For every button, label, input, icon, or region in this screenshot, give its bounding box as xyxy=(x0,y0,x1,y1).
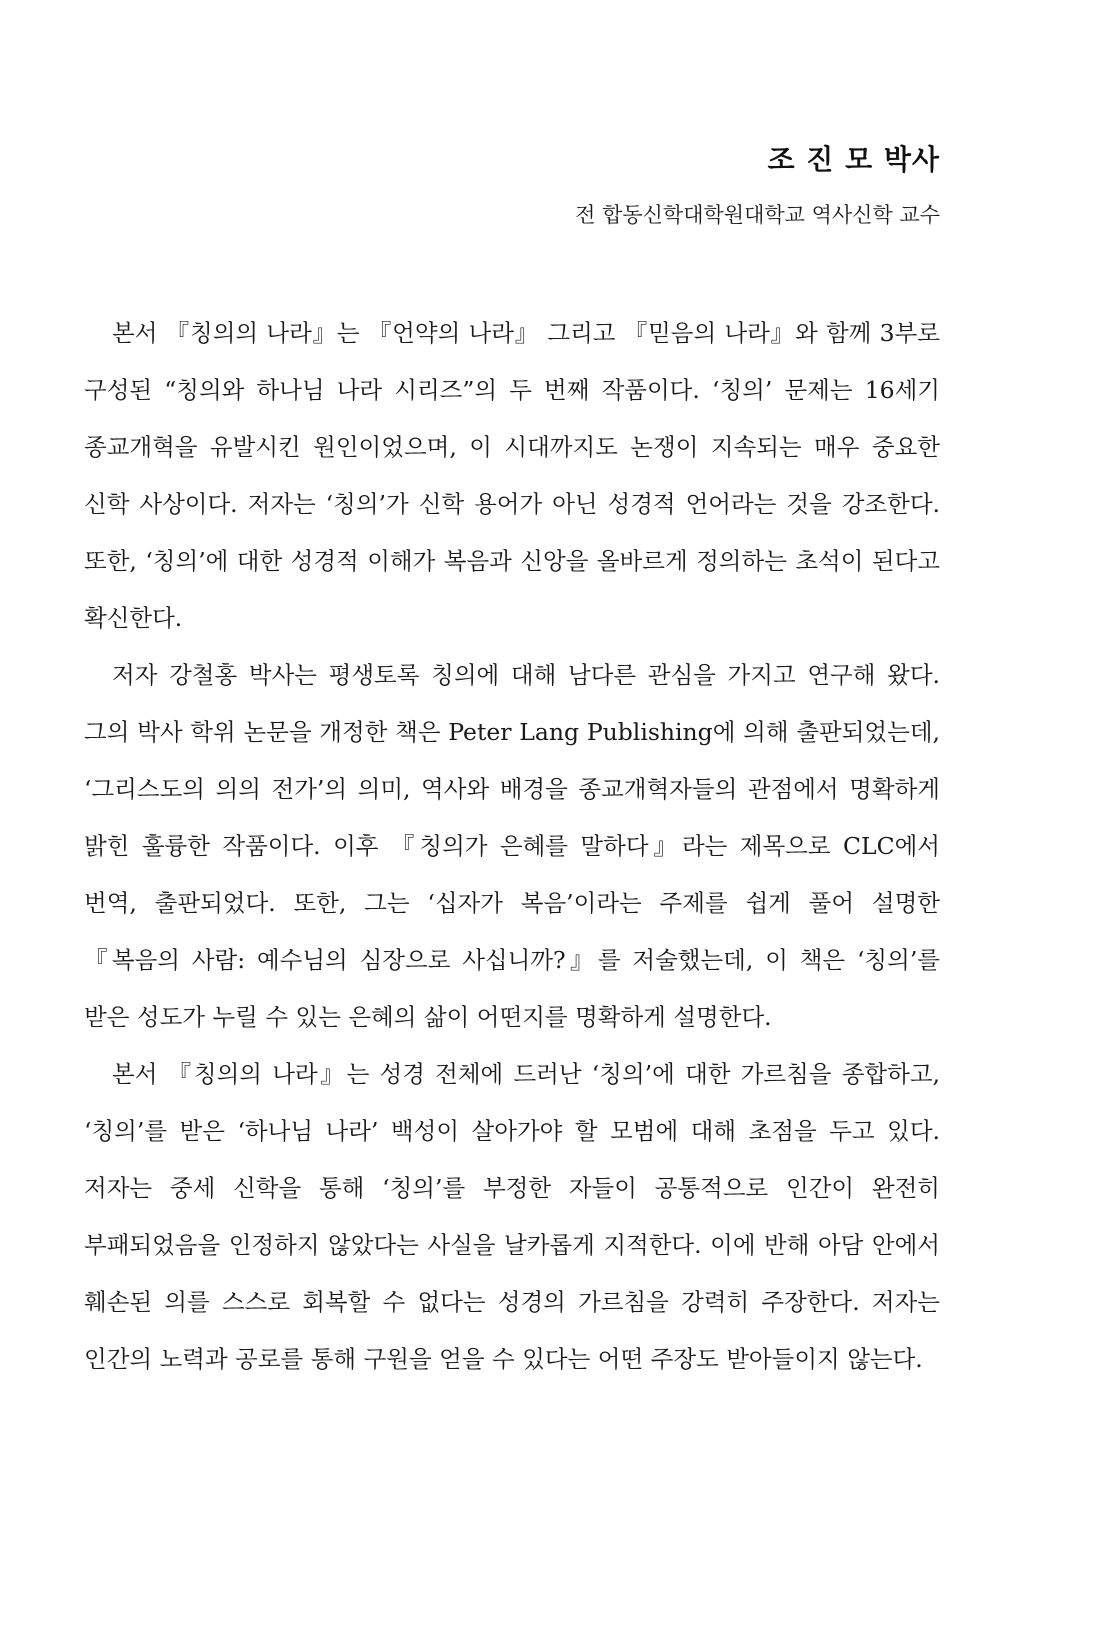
paragraph-2: 저자 강철홍 박사는 평생토록 칭의에 대해 남다른 관심을 가지고 연구해 왔다. 그의 박사 학위 논문을 개정한 책은 Peter Lang Publishing에 의해 출판되었는데, ‘그리스도의 의의 전가’의 의미, 역사와 배경을 종교개혁자들의 관점에서 명확하게 밝힌 훌륭한 작품이다. 이후 『칭의가 은혜를 말하다』라는 제목으로 CLC에서 번역, 출판되었다. 또한, 그는 ‘십자가 복음’이라는 주제를 쉽게 풀어 설명한 『복음의 사람: 예수님의 심장으로 사십니까?』를 저술했는데, 이 책은 ‘칭의’를 받은 성도가 누릴 수 있는 은혜의 삶이 어떤지를 명확하게 설명한다. xyxy=(84,661,940,1031)
author-title: 전 합동신학대학원대학교 역사신학 교수 xyxy=(575,203,940,227)
body-text xyxy=(84,305,940,1388)
paragraph-3: 본서 『칭의의 나라』는 성경 전체에 드러난 ‘칭의’에 대한 가르침을 종합하고, ‘칭의’를 받은 ‘하나님 나라’ 백성이 살아가야 할 모범에 대해 초점을 두고 있다. 저자는 중세 신학을 통해 ‘칭의’를 부정한 자들이 공통적으로 인간이 완전히 부패되었음을 인정하지 않았다는 사실을 날카롭게 지적한다. 이에 반해 아담 안에서 훼손된 의를 스스로 회복할 수 없다는 성경의 가르침을 강력히 주장한다. 저자는 인간의 노력과 공로를 통해 구원을 얻을 수 있다는 어떤 주장도 받아들이지 않는다. xyxy=(84,1060,940,1373)
author-block xyxy=(575,140,940,232)
author-name: 조 진 모 박사 xyxy=(767,143,940,176)
document-page xyxy=(84,0,940,1647)
paragraph-1: 본서 『칭의의 나라』는 『언약의 나라』 그리고 『믿음의 나라』와 함께 3부로 구성된 “칭의와 하나님 나라 시리즈”의 두 번째 작품이다. ‘칭의’ 문제는 16세기 종교개혁을 유발시킨 원인이었으며, 이 시대까지도 논쟁이 지속되는 매우 중요한 신학 사상이다. 저자는 ‘칭의’가 신학 용어가 아닌 성경적 언어라는 것을 강조한다. 또한, ‘칭의’에 대한 성경적 이해가 복음과 신앙을 올바르게 정의하는 초석이 된다고 확신한다. xyxy=(84,319,940,632)
